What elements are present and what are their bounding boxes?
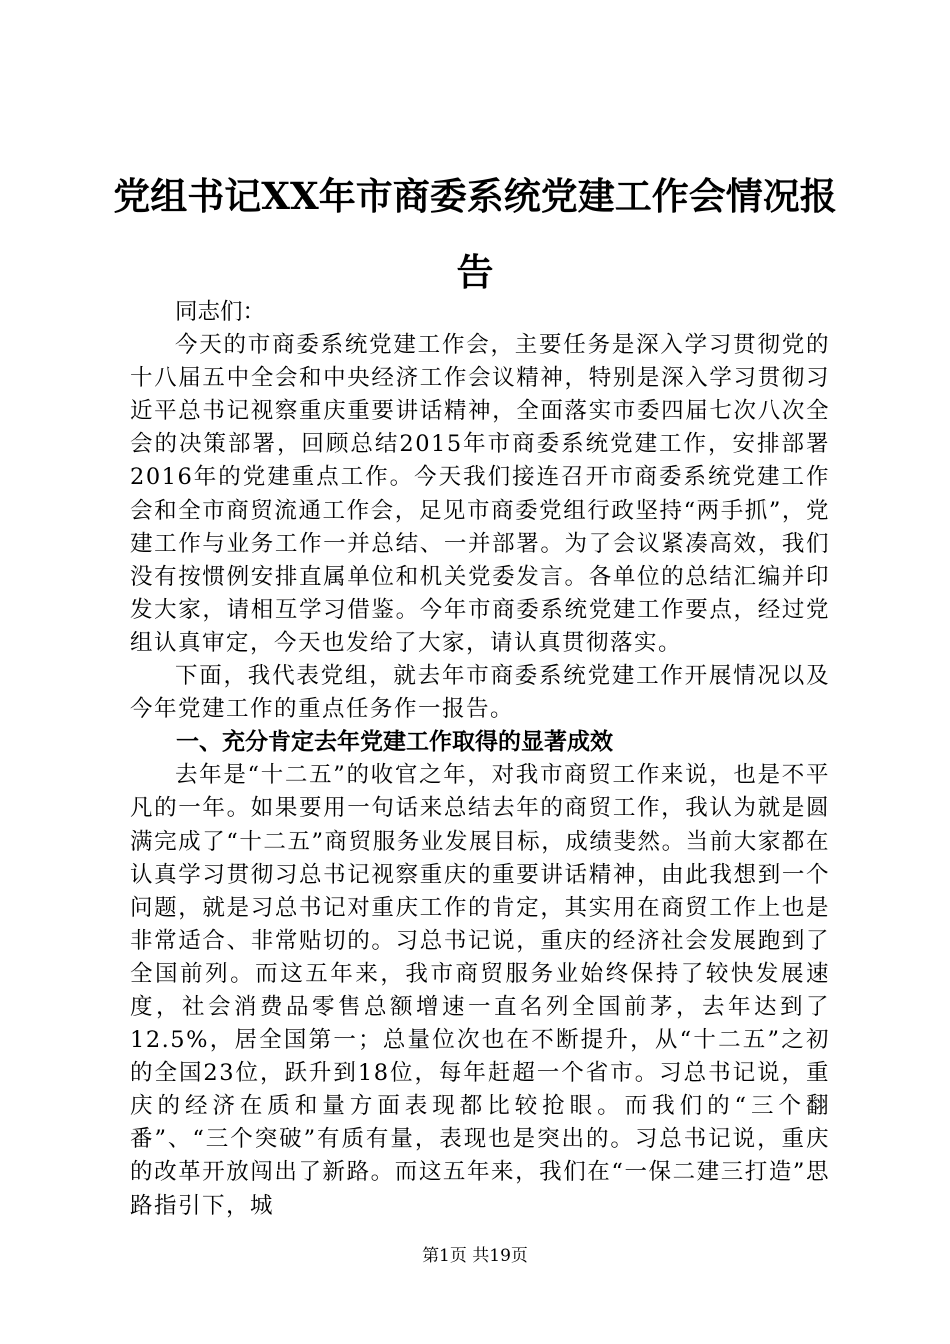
- paragraph: 今天的市商委系统党建工作会，主要任务是深入学习贯彻党的十八届五中全会和中央经济工作会议精神，特别是深入学习贯彻习近平总书记视察重庆重要讲话精神，全面落实市委四届七次八次全会的决策部署，回顾总结2015年市商委系统党建工作，安排部署2016年的党建重点工作。今天我们接连召开市商委系统党建工作会和全市商贸流通工作会，足见市商委党组行政坚持“两手抓”，党建工作与业务工作一并总结、一并部署。为了会议紧凑高效，我们没有按惯例安排直属单位和机关党委发言。各单位的总结汇编并印发大家，请相互学习借鉴。今年市商委系统党建工作要点，经过党组认真审定，今天也发给了大家，请认真贯彻落实。: [130, 332, 830, 656]
- section-heading: 一、充分肯定去年党建工作取得的显著成效: [176, 729, 613, 756]
- paragraph: 下面，我代表党组，就去年市商委系统党建工作开展情况以及今年党建工作的重点任务作一报告。: [130, 663, 830, 723]
- document-body: [130, 296, 830, 1223]
- page-footer: 第1页 共19页: [422, 1246, 528, 1266]
- document-title: 党组书记XX年市商委系统党建工作会情况报告: [113, 174, 837, 294]
- greeting: 同志们：: [175, 299, 266, 325]
- paragraph: 去年是“十二五”的收官之年，对我市商贸工作来说，也是不平凡的一年。如果要用一句话来总结去年的商贸工作，我认为就是圆满完成了“十二五”商贸服务业发展目标，成绩斐然。当前大家都在认真学习贯彻习总书记视察重庆的重要讲话精神，由此我想到一个问题，就是习总书记对重庆工作的肯定，其实用在商贸工作上也是非常适合、非常贴切的。习总书记说，重庆的经济社会发展跑到了全国前列。而这五年来，我市商贸服务业始终保持了较快发展速度，社会消费品零售总额增速一直名列全国前茅，去年达到了12.5%，居全国第一；总量位次也在不断提升，从“十二五”之初的全国23位，跃升到18位，每年赶超一个省市。习总书记说，重庆的经济在质和量方面表现都比较抢眼。而我们的“三个翻番”、“三个突破”有质有量，表现也是突出的。习总书记说，重庆的改革开放闯出了新路。而这五年来，我们在“一保二建三打造”思路指引下，城: [130, 762, 830, 1219]
